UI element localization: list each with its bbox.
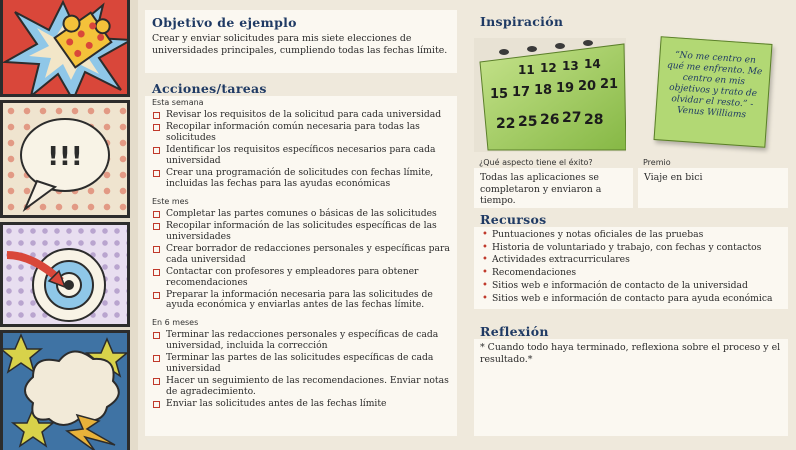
resources-card	[474, 227, 788, 309]
calendar-day: 26	[540, 112, 560, 128]
comic-strip	[0, 0, 138, 450]
calendar-day: 27	[562, 110, 582, 126]
group-label: Este mes	[152, 196, 189, 206]
calendar-day: 17	[512, 85, 531, 100]
task-item[interactable]	[152, 145, 450, 166]
checkbox-icon[interactable]	[153, 332, 160, 339]
task-text: Crear una programación de solicitudes con fechas límite, incluidas las fechas para las ayudas económicas	[166, 167, 434, 189]
checkbox-icon[interactable]	[153, 170, 160, 177]
prize-label: Premio	[643, 158, 671, 167]
resource-item: • Sitios web e información de contacto de la universidad	[480, 280, 782, 293]
task-item[interactable]	[152, 110, 450, 121]
objective-card	[145, 10, 457, 73]
checkbox-icon[interactable]	[153, 378, 160, 385]
quote-note	[654, 36, 773, 148]
calendar-image	[474, 38, 626, 152]
task-item[interactable]	[152, 399, 450, 410]
task-text: Terminar las partes de las solicitudes específicas de cada universidad	[166, 352, 434, 374]
task-item[interactable]	[152, 168, 450, 189]
task-item[interactable]	[152, 330, 450, 351]
resource-item: • Sitios web e información de contacto para ayuda económica	[480, 293, 782, 306]
task-text: Crear borrador de redacciones personales y específicas para cada universidad	[166, 242, 450, 265]
calendar-day: 18	[534, 83, 553, 98]
calendar-day: 20	[578, 79, 597, 94]
puzzle-piece-icon	[3, 0, 130, 97]
objective-heading: Objetivo de ejemplo	[152, 15, 297, 30]
task-item[interactable]	[152, 209, 450, 220]
success-card	[474, 168, 633, 208]
group-six-months	[152, 318, 450, 410]
reflection-heading: Reflexión	[480, 324, 549, 339]
checkbox-icon[interactable]	[153, 223, 160, 230]
calendar-day: 28	[584, 112, 604, 128]
reflection-card	[474, 339, 788, 436]
checkbox-icon[interactable]	[153, 246, 160, 253]
task-text: Preparar la información necesaria para las solicitudes de ayuda económica y enviarlas antes de las fechas límite.	[166, 288, 433, 311]
calendar-day: 22	[496, 116, 516, 132]
resource-item: • Puntuaciones y notas oficiales de las pruebas	[480, 229, 782, 242]
resource-item: • Actividades extracurriculares	[480, 254, 782, 267]
resources-list	[480, 229, 782, 305]
calendar-day: 19	[556, 81, 575, 96]
comic-panel-target	[0, 222, 130, 327]
comic-panel-speech	[0, 100, 130, 218]
checkbox-icon[interactable]	[153, 124, 160, 131]
actions-heading: Acciones/tareas	[152, 81, 267, 96]
reflection-text: * Cuando todo haya terminado, reflexiona sobre el proceso y el resultado.*	[480, 342, 781, 365]
calendar-day: 25	[518, 114, 538, 130]
prize-text: Viaje en bici	[644, 172, 703, 183]
objective-text: Crear y enviar solicitudes para mis siete elecciones de universidades principales, cumpliendo todas las fechas límite.	[152, 33, 448, 56]
svg-text:!!!: !!!	[47, 142, 83, 172]
resources-heading: Recursos	[480, 212, 547, 227]
speech-bubble-icon	[3, 103, 130, 218]
group-label: En 6 meses	[152, 318, 199, 328]
group-this-week	[152, 98, 450, 190]
task-text: Contactar con profesores y empleadores para obtener recomendaciones	[166, 265, 419, 288]
task-text: Identificar los requisitos específicos necesarios para cada universidad	[166, 144, 436, 166]
lightning-icon	[3, 333, 130, 450]
comic-panel-explosion	[0, 0, 130, 97]
task-text: Recopilar información común necesaria para todas las solicitudes	[166, 121, 420, 143]
comic-panel-cloud	[0, 330, 130, 450]
task-text: Completar las partes comunes o básicas de las solicitudes	[166, 207, 437, 219]
calendar-day: 13	[562, 59, 579, 73]
success-text: Todas las aplicaciones se completaron y enviaron a tiempo.	[480, 172, 602, 206]
checkbox-icon[interactable]	[153, 147, 160, 154]
resource-item: • Recomendaciones	[480, 267, 782, 280]
task-text: Hacer un seguimiento de las recomendaciones. Enviar notas de agradecimiento.	[166, 375, 449, 397]
task-item[interactable]	[152, 267, 450, 288]
checkbox-icon[interactable]	[153, 355, 160, 362]
task-item[interactable]	[152, 221, 450, 242]
actions-card	[145, 96, 457, 436]
checkbox-icon[interactable]	[153, 401, 160, 408]
group-this-month	[152, 197, 450, 312]
task-text: Recopilar información de las solicitudes específicas de las universidades	[166, 219, 437, 242]
resource-item: • Historia de voluntariado y trabajo, con fechas y contactos	[480, 242, 782, 255]
task-text: Revisar los requisitos de la solicitud para cada universidad	[166, 109, 442, 120]
calendar-day: 11	[518, 63, 535, 77]
task-item[interactable]	[152, 290, 450, 311]
inspiration-heading: Inspiración	[480, 14, 564, 29]
prize-card	[638, 168, 788, 208]
checkbox-icon[interactable]	[153, 292, 160, 299]
success-label: ¿Qué aspecto tiene el éxito?	[479, 158, 593, 167]
checkbox-icon[interactable]	[153, 211, 160, 218]
arrow-icon	[3, 225, 130, 327]
group-label: Esta semana	[152, 98, 204, 107]
calendar-day: 21	[600, 77, 619, 92]
quote-text: “No me centro en qué me enfrento. Me centro en mis objetivos y trato de olvidar el resto.” - Venus Williams	[666, 50, 763, 121]
task-item[interactable]	[152, 353, 450, 374]
calendar-day: 14	[584, 57, 601, 71]
task-item[interactable]	[152, 122, 450, 143]
task-item[interactable]	[152, 244, 450, 265]
checkbox-icon[interactable]	[153, 112, 160, 119]
task-item[interactable]	[152, 376, 450, 397]
calendar-day: 15	[490, 87, 509, 102]
calendar-day: 12	[540, 61, 557, 75]
task-text: Terminar las redacciones personales y específicas de cada universidad, incluida la corrección	[166, 329, 439, 351]
task-text: Enviar las solicitudes antes de las fechas límite	[166, 398, 387, 410]
checkbox-icon[interactable]	[153, 269, 160, 276]
